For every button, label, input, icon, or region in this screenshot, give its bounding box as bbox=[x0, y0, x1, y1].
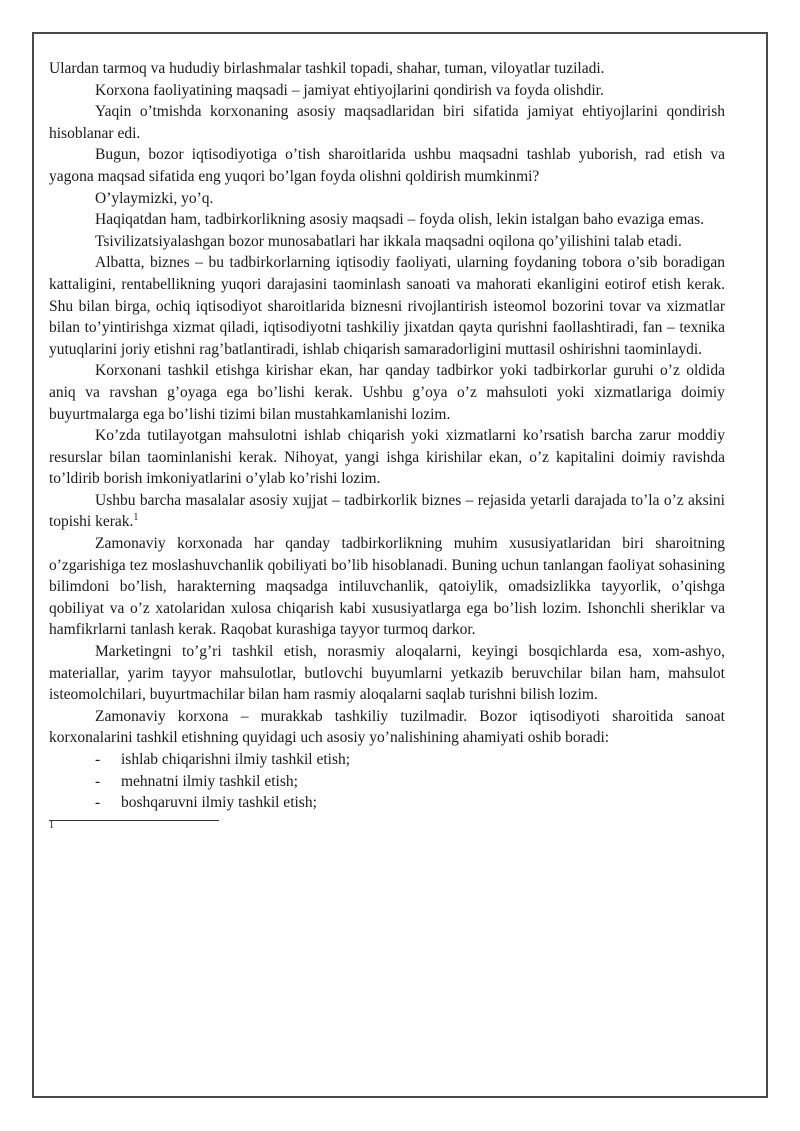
paragraph: Ulardan tarmoq va hududiy birlashmalar tashkil topadi, shahar, tuman, viloyatlar tuziladi. bbox=[49, 60, 605, 77]
footnote-number: 1 bbox=[49, 819, 54, 831]
bullet-list bbox=[49, 749, 725, 814]
footnote-divider bbox=[49, 820, 219, 821]
paragraph-text: Ushbu barcha masalalar asosiy xujjat – tadbirkorlik biznes – rejasida yetarli darajada to’la o’z aksini topishi kerak. bbox=[49, 491, 725, 531]
paragraph: Korxona faoliyatining maqsadi – jamiyat ehtiyojlarini qondirish va foyda olishdir. bbox=[95, 81, 604, 99]
paragraph: Marketingni to’g’ri tashkil etish, norasmiy aloqalarni, keyingi bosqichlarda esa, xom-ashyo, materiallar, yarim tayyor mahsulotlar, butlovchi buyumlarni yetkazib beruvchilar bilan ham, mahsulot isteomolchilari, buyurtmachilar bilan ham rasmiy aloqalarni saqlab turishni bilish lozim. bbox=[49, 643, 725, 704]
paragraph: Bugun, bozor iqtisodiyotiga o’tish sharoitlarida ushbu maqsadni tashlab yuborish, rad etish va yagona maqsad sifatida eng yuqori bo’lgan foyda olishni qoldirish mumkinmi? bbox=[49, 146, 725, 185]
paragraph: Tsivilizatsiyalashgan bozor munosabatlari har ikkala maqsadni oqilona qo’yilishini talab etadi. bbox=[95, 232, 682, 250]
footnote bbox=[49, 819, 725, 835]
paragraph: Korxonani tashkil etishga kirishar ekan, har qanday tadbirkor yoki tadbirkorlar guruhi o’z oldida aniq va ravshan g’oyaga ega bo’lishi kerak. Ushbu g’oya o’z mahsuloti yoki xizmatlariga doimiy buyurtmalarga ega bo’lishi tizimi bilan mustahkamlanishi lozim. bbox=[49, 362, 725, 423]
list-item-text: boshqaruvni ilmiy tashkil etish; bbox=[121, 794, 317, 812]
paragraph: Zamonaviy korxona – murakkab tashkiliy tuzilmadir. Bozor iqtisodiyoti sharoitida sanoat korxonalarini tashkil etishning quyidagi uch asosiy yo’nalishining ahamiyati oshib boradi: bbox=[49, 707, 725, 747]
list-marker: - bbox=[95, 751, 101, 768]
document-body bbox=[49, 58, 725, 835]
paragraph: Albatta, biznes – bu tadbirkorlarning iqtisodiy faoliyati, ularning foydaning tobora o’sib boradigan kattaligini, rentabellikning yuqori darajasini taominlash sanoati va mahorati ekanligini eotirof etish kerak. Shu bilan birga, ochiq iqtisodiyot sharoitlarida biznesni rivojlantirish isteomol bozorini tovar va xizmatlar bilan to’yintirishga xizmat qiladi, iqtisodiyotni tashkiliy jixatdan qayta qurishni faollashtiradi, fan – texnika yutuqlarini joriy etishni rag’batlantiradi, ishlab chiqarish samaradorligini muttasil oshirishni taominlaydi. bbox=[49, 254, 725, 358]
list-item bbox=[49, 749, 725, 771]
paragraph: Yaqin o’tmishda korxonaning asosiy maqsadlaridan biri sifatida jamiyat ehtiyojlarini qondirish hisoblanar edi. bbox=[49, 103, 725, 142]
paragraph-with-footnote bbox=[49, 490, 725, 533]
list-item bbox=[49, 771, 725, 793]
list-item-text: ishlab chiqarishni ilmiy tashkil etish; bbox=[121, 751, 351, 768]
paragraph: Ko’zda tutilayotgan mahsulotni ishlab chiqarish yoki xizmatlarni ko’rsatish barcha zarur moddiy resurslar bilan taominlanishi kerak. Nihoyat, yangi ishga kirishilar ekan, o’z kapitalini doimiy ravishda to’ldirib borish imkoniyatlarini o’ylab ko’rishi lozim. bbox=[49, 427, 725, 488]
list-item bbox=[49, 792, 725, 814]
document-page bbox=[32, 32, 768, 1098]
paragraph: Zamonaviy korxonada har qanday tadbirkorlikning muhim xususiyatlaridan biri sharoitning o’zgarishiga tez moslashuvchanlik qobiliyati bo’lib hisoblanadi. Buning uchun tanlangan faoliyat sohasining bilimdoni bo’lish, harakterning maqsadga intiluvchanlik, qatoiylik, omadsizlikka tayyorlik, o’qishga qobiliyat va o’z xatolaridan xulosa chiqarish kabi xususiyatlarga ega bo’lish lozim. Ishonchli sheriklar va hamfikrlarni tanlash kerak. Raqobat kurashiga tayyor turmoq darkor. bbox=[49, 535, 725, 639]
list-marker: - bbox=[95, 772, 101, 790]
list-marker: - bbox=[95, 794, 101, 812]
paragraph: O’ylaymizki, yo’q. bbox=[95, 189, 214, 207]
paragraph: Haqiqatdan ham, tadbirkorlikning asosiy maqsadi – foyda olish, lekin istalgan baho evaziga emas. bbox=[95, 211, 705, 229]
list-item-text: mehnatni ilmiy tashkil etish; bbox=[121, 772, 298, 790]
footnote-reference[interactable]: 1 bbox=[133, 512, 139, 524]
